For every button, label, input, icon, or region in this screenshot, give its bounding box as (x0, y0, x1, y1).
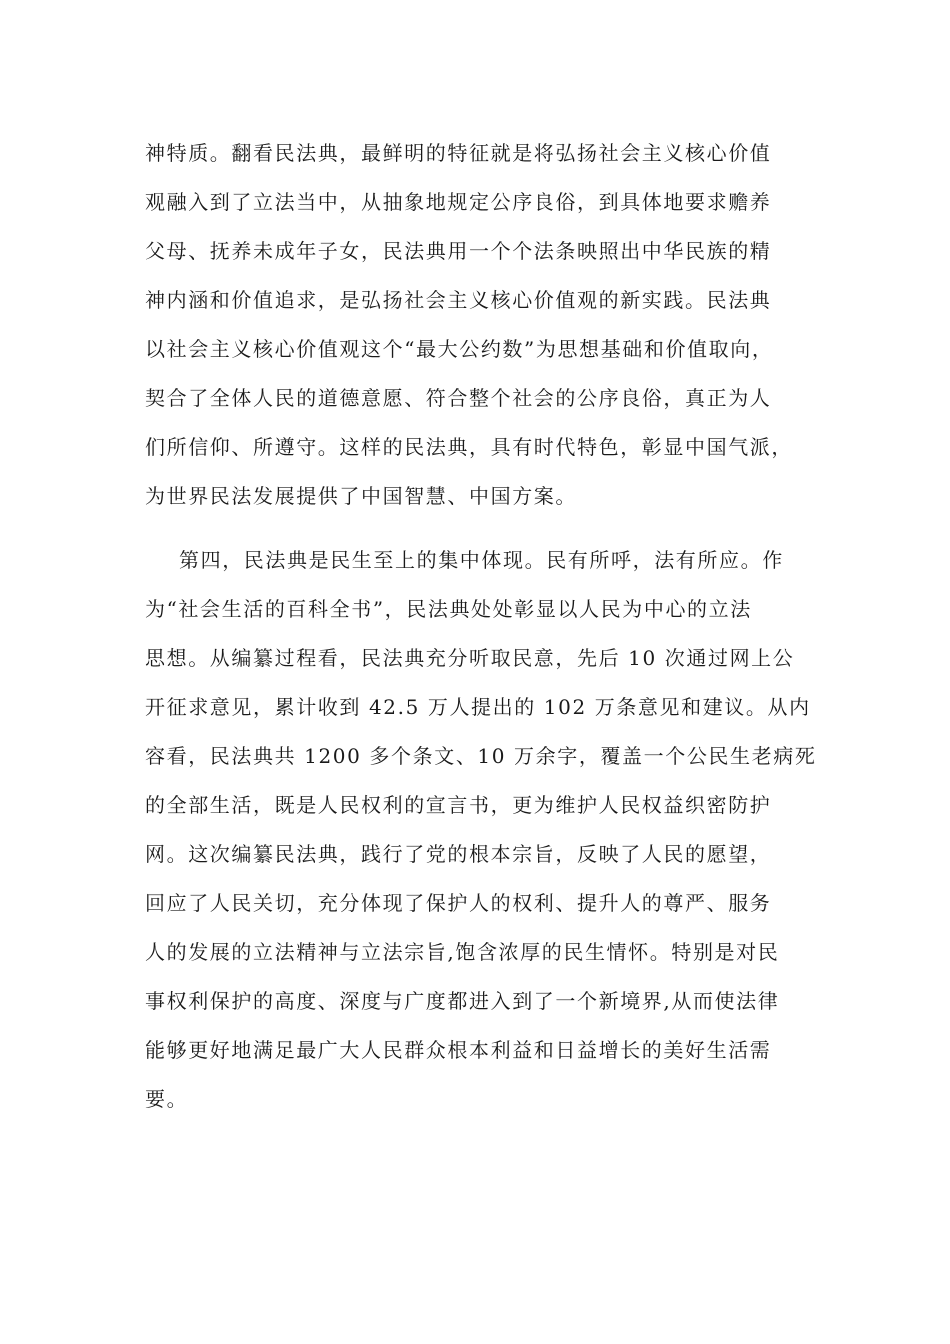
text-line: 为世界民法发展提供了中国智慧、中国方案。 (145, 484, 577, 508)
body-text (145, 134, 817, 1129)
text-line: 容看，民法典共 1200 多个条文、10 万余字，覆盖一个公民生老病死 (145, 744, 817, 768)
paragraph-2 (145, 541, 817, 1118)
text-line: 网。这次编纂民法典，践行了党的根本宗旨，反映了人民的愿望， (145, 842, 772, 866)
text-line: 为“社会生活的百科全书”，民法典处处彰显以人民为中心的立法 (145, 597, 752, 621)
text-line: 回应了人民关切，充分体现了保护人的权利、提升人的尊严、服务 (145, 891, 772, 915)
text-line: 父母、抚养未成年子女，民法典用一个个法条映照出中华民族的精 (145, 239, 772, 263)
text-line: 们所信仰、所遵守。这样的民法典，具有时代特色，彰显中国气派， (145, 435, 793, 459)
text-line: 人的发展的立法精神与立法宗旨,饱含浓厚的民生情怀。特别是对民 (145, 940, 780, 964)
text-line: 以社会主义核心价值观这个“最大公约数”为思想基础和价值取向， (145, 337, 774, 361)
text-line: 契合了全体人民的道德意愿、符合整个社会的公序良俗，真正为人 (145, 386, 772, 410)
text-line: 神内涵和价值追求，是弘扬社会主义核心价值观的新实践。民法典 (145, 288, 772, 312)
paragraph-1 (145, 134, 809, 515)
text-line: 的全部生活，既是人民权利的宣言书，更为维护人民权益织密防护 (145, 793, 772, 817)
text-line: 能够更好地满足最广大人民群众根本利益和日益增长的美好生活需 (145, 1038, 772, 1062)
text-line: 神特质。翻看民法典，最鲜明的特征就是将弘扬社会主义核心价值 (145, 141, 772, 165)
text-line: 观融入到了立法当中，从抽象地规定公序良俗，到具体地要求赡养 (145, 190, 772, 214)
text-line: 第四，民法典是民生至上的集中体现。民有所呼，法有所应。作 (179, 548, 784, 572)
text-line: 思想。从编纂过程看，民法典充分听取民意，先后 10 次通过网上公 (145, 646, 795, 670)
text-line: 要。 (145, 1087, 189, 1111)
text-line: 事权利保护的高度、深度与广度都进入到了一个新境界,从而使法律 (145, 989, 780, 1013)
text-line: 开征求意见，累计收到 42.5 万人提出的 102 万条意见和建议。从内 (145, 695, 811, 719)
